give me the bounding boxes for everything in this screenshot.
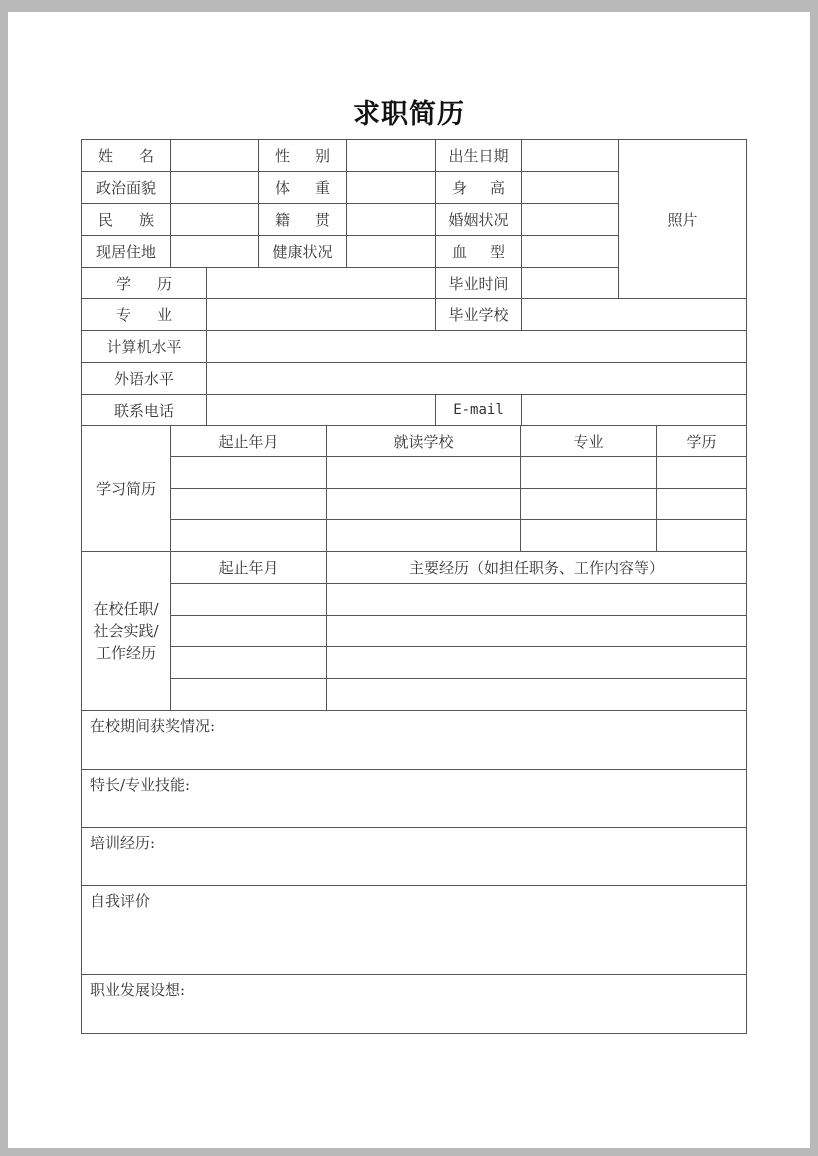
study-header-school: 就读学校 (326, 425, 520, 456)
label-education-char2: 历 (156, 274, 172, 293)
label-graduated-school: 毕业学校 (435, 298, 521, 330)
input-marital-status[interactable] (521, 203, 618, 235)
label-weight-char1: 体 (275, 179, 291, 197)
label-height-char1: 身 (452, 179, 468, 197)
label-blood-type-char1: 血 (452, 243, 468, 261)
input-language-level[interactable] (206, 362, 747, 394)
label-education-char1: 学 (116, 274, 132, 293)
study-row-2-period[interactable] (170, 488, 326, 519)
label-weight (258, 171, 346, 203)
input-weight[interactable] (346, 171, 435, 203)
study-row-2-school[interactable] (326, 488, 520, 519)
work-label-line-1: 在校任职/ (93, 600, 159, 618)
study-history-label: 学习简历 (81, 425, 170, 551)
work-row-3-period[interactable] (170, 646, 326, 678)
study-row-3-period[interactable] (170, 519, 326, 551)
skills-section[interactable]: 特长/专业技能: (81, 769, 747, 827)
label-phone: 联系电话 (81, 394, 206, 425)
study-row-2-degree[interactable] (656, 488, 747, 519)
label-graduation-time: 毕业时间 (435, 267, 521, 298)
input-computer-level[interactable] (206, 330, 747, 362)
work-header-experience: 主要经历（如担任职务、工作内容等） (326, 551, 747, 583)
study-row-3-major[interactable] (520, 519, 656, 551)
label-height-char2: 高 (489, 179, 505, 197)
study-row-3-degree[interactable] (656, 519, 747, 551)
label-native-place-char2: 贯 (314, 211, 330, 229)
input-phone[interactable] (206, 394, 435, 425)
photo-box[interactable]: 照片 (618, 139, 747, 298)
training-section[interactable]: 培训经历: (81, 827, 747, 885)
study-row-3-school[interactable] (326, 519, 520, 551)
label-height (435, 171, 521, 203)
study-row-1-school[interactable] (326, 456, 520, 488)
work-row-1-experience[interactable] (326, 583, 747, 615)
input-name[interactable] (170, 139, 258, 171)
work-row-4-period[interactable] (170, 678, 326, 710)
work-row-4-experience[interactable] (326, 678, 747, 710)
study-row-1-major[interactable] (520, 456, 656, 488)
label-health: 健康状况 (258, 235, 346, 267)
input-native-place[interactable] (346, 203, 435, 235)
study-row-1-degree[interactable] (656, 456, 747, 488)
label-blood-type-char2: 型 (489, 243, 505, 261)
label-native-place (258, 203, 346, 235)
input-graduation-time[interactable] (521, 267, 618, 298)
work-label-line-2: 社会实践/ (93, 622, 159, 640)
self-evaluation-section[interactable]: 自我评价 (81, 885, 747, 974)
label-language-level: 外语水平 (81, 362, 206, 394)
input-ethnicity[interactable] (170, 203, 258, 235)
career-plan-section[interactable]: 职业发展设想: (81, 974, 747, 1034)
label-email: E-mail (435, 394, 521, 425)
label-name-char1: 姓 (98, 147, 114, 165)
study-row-1-period[interactable] (170, 456, 326, 488)
awards-section[interactable]: 在校期间获奖情况: (81, 710, 747, 769)
work-header-period: 起止年月 (170, 551, 326, 583)
input-major[interactable] (206, 298, 435, 330)
input-education[interactable] (206, 267, 435, 298)
label-major-char1: 专 (116, 306, 132, 324)
input-email[interactable] (521, 394, 747, 425)
input-gender[interactable] (346, 139, 435, 171)
label-ethnicity-char1: 民 (98, 211, 114, 229)
input-political-status[interactable] (170, 171, 258, 203)
work-label-line-3: 工作经历 (95, 644, 156, 662)
label-marital-status: 婚姻状况 (435, 203, 521, 235)
label-education (81, 267, 206, 298)
label-gender-char2: 别 (314, 147, 330, 165)
study-header-major: 专业 (520, 425, 656, 456)
work-row-2-period[interactable] (170, 615, 326, 646)
work-row-3-experience[interactable] (326, 646, 747, 678)
label-birth-date: 出生日期 (435, 139, 521, 171)
label-computer-level: 计算机水平 (81, 330, 206, 362)
label-gender (258, 139, 346, 171)
label-ethnicity-char2: 族 (138, 211, 154, 229)
label-major-char2: 业 (156, 306, 172, 324)
study-header-degree: 学历 (656, 425, 747, 456)
input-residence[interactable] (170, 235, 258, 267)
work-row-1-period[interactable] (170, 583, 326, 615)
study-row-2-major[interactable] (520, 488, 656, 519)
input-health[interactable] (346, 235, 435, 267)
label-ethnicity (81, 203, 170, 235)
label-gender-char1: 性 (275, 147, 291, 165)
label-name-char2: 名 (138, 147, 154, 165)
label-residence: 现居住地 (81, 235, 170, 267)
label-weight-char2: 重 (314, 179, 330, 197)
work-history-label (81, 551, 170, 710)
input-height[interactable] (521, 171, 618, 203)
input-birth-date[interactable] (521, 139, 618, 171)
input-graduated-school[interactable] (521, 298, 747, 330)
label-political-status: 政治面貌 (81, 171, 170, 203)
label-name (81, 139, 170, 171)
resume-title: 求职简历 (353, 99, 465, 130)
study-header-period: 起止年月 (170, 425, 326, 456)
label-major (81, 298, 206, 330)
input-blood-type[interactable] (521, 235, 618, 267)
label-blood-type (435, 235, 521, 267)
work-row-2-experience[interactable] (326, 615, 747, 646)
label-native-place-char1: 籍 (275, 211, 291, 229)
